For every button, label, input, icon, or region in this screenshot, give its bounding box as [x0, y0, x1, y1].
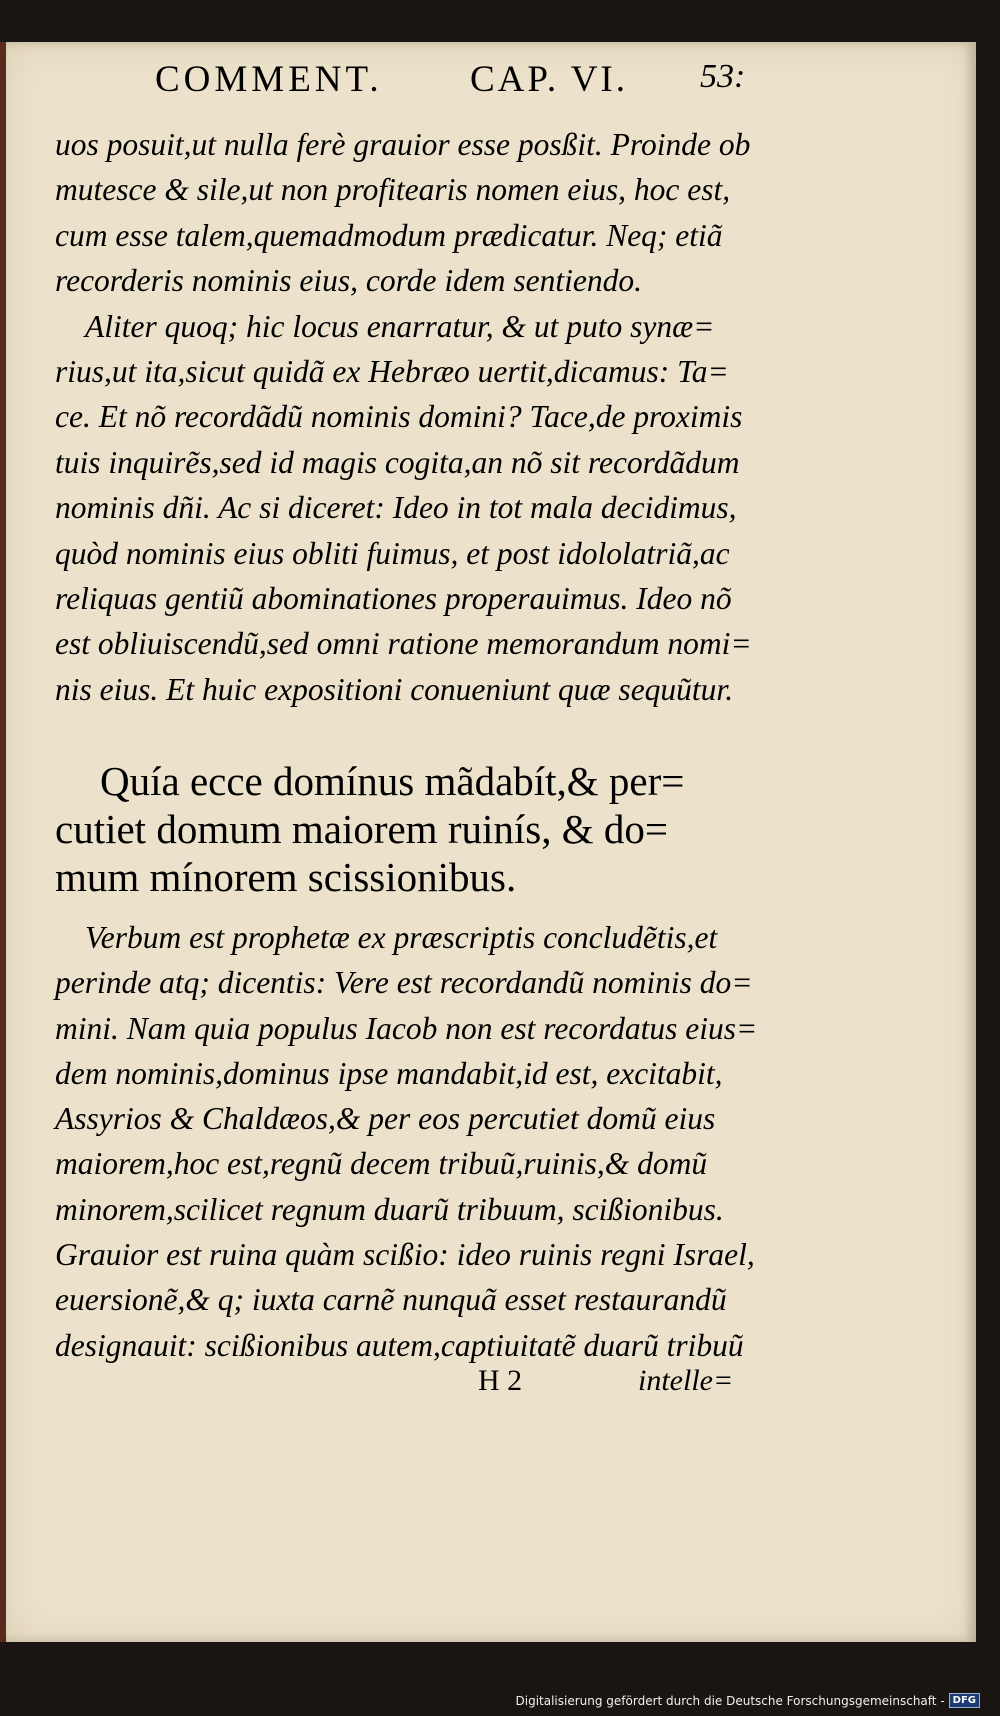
- running-header: [0, 58, 1000, 110]
- text-line: tuis inquirẽs,sed id magis cogita,an nõ sit recordãdum: [55, 444, 740, 480]
- text-line: dem nominis,dominus ipse mandabit,id est, excitabit,: [55, 1055, 723, 1091]
- text-line: minorem,scilicet regnum duarũ tribuum, scißionibus.: [55, 1191, 724, 1227]
- text-line: Assyrios & Chaldæos,& per eos percutiet domũ eius: [55, 1101, 716, 1137]
- text-line: rius,ut ita,sicut quidã ex Hebræo uertit,dicamus: Ta=: [55, 353, 729, 389]
- text-line: maiorem,hoc est,regnũ decem tribuũ,ruinis,& domũ: [55, 1146, 708, 1182]
- bible-verse: [55, 757, 760, 901]
- page-footer: [0, 1364, 1000, 1404]
- commentary-text: [55, 122, 760, 712]
- text-line: quòd nominis eius obliti fuimus, et post idololatriã,ac: [55, 535, 730, 571]
- header-left: COMMENT.: [155, 59, 383, 100]
- header-chapter: CAP. VI.: [470, 59, 628, 100]
- text-line: ce. Et nõ recordãdũ nominis domini? Tace,de proximis: [55, 399, 743, 435]
- text-line: Grauior est ruina quàm scißio: ideo ruinis regni Israel,: [55, 1237, 755, 1273]
- text-line: perinde atq; dicentis: Vere est recordandũ nominis do=: [55, 965, 753, 1001]
- text-line: est obliuiscendũ,sed omni ratione memorandum nomi=: [55, 626, 752, 662]
- text-line: nominis dñi. Ac si diceret: Ideo in tot mala decidimus,: [55, 490, 737, 526]
- verse-commentary: [55, 915, 760, 1368]
- text-line: designauit: scißionibus autem,captiuitatẽ duarũ tribuũ: [55, 1327, 744, 1363]
- signature-mark: H 2: [478, 1364, 523, 1397]
- text-line: nis eius. Et huic expositioni conueniunt quæ sequũtur.: [55, 671, 734, 707]
- text-line: mutesce & sile,ut non profitearis nomen eius, hoc est,: [55, 172, 731, 208]
- digitization-credit: [516, 1693, 981, 1708]
- verse-line: mum mínorem scissionibus.: [55, 854, 517, 900]
- text-line: uos posuit,ut nulla ferè grauior esse posßit. Proinde ob: [55, 127, 751, 162]
- text-line: euersionẽ,& q; iuxta carnẽ nunquã esset restaurandũ: [55, 1282, 727, 1318]
- text-line: reliquas gentiũ abominationes properauimus. Ideo nõ: [55, 580, 732, 616]
- credit-text: Digitalisierung gefördert durch die Deutsche Forschungsgemeinschaft -: [515, 1693, 945, 1708]
- dfg-logo-icon: DFG: [949, 1693, 980, 1708]
- text-line: Verbum est prophetæ ex præscriptis concludẽtis,et: [85, 920, 718, 955]
- verse-line: Quía ecce domínus mãdabít,& per=: [100, 758, 685, 804]
- page-number: 53:: [700, 58, 746, 95]
- text-line: cum esse talem,quemadmodum prædicatur. Neq; etiã: [55, 217, 723, 253]
- text-line: recorderis nominis eius, corde idem sentiendo.: [55, 263, 643, 299]
- verse-line: cutiet domum maiorem ruinís, & do=: [55, 806, 668, 852]
- text-line: Aliter quoq; hic locus enarratur, & ut puto synæ=: [85, 308, 715, 344]
- text-line: mini. Nam quia populus Iacob non est recordatus eius=: [55, 1010, 758, 1046]
- catchword: intelle=: [638, 1364, 734, 1397]
